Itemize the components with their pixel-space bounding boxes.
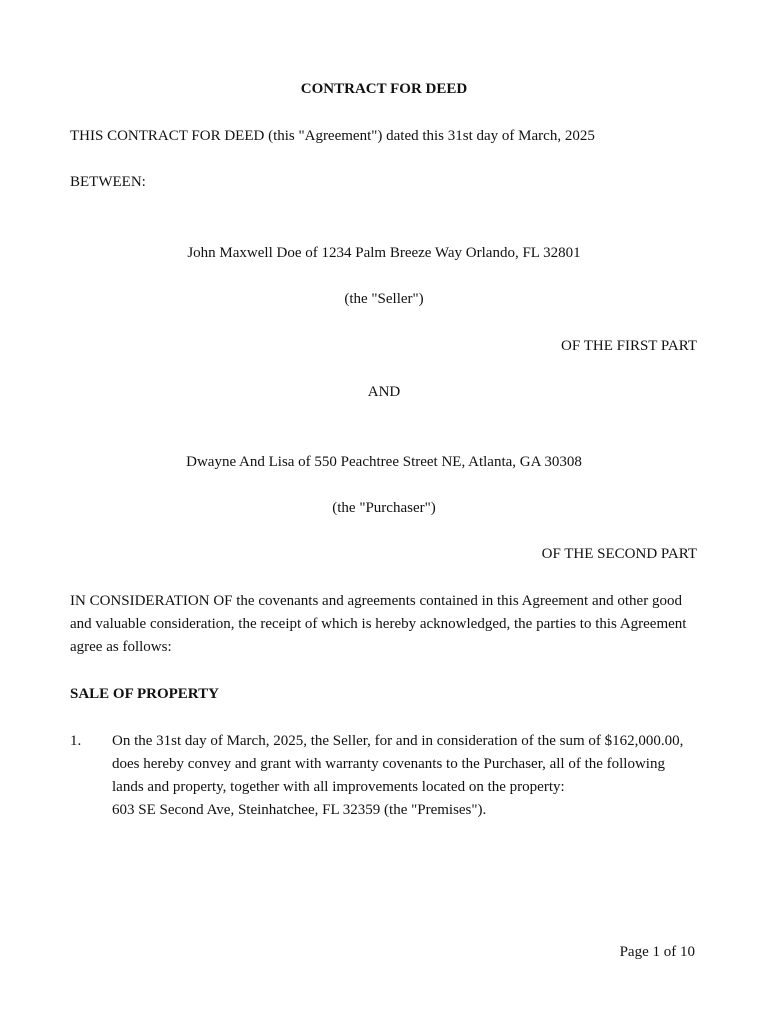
- first-part-label: OF THE FIRST PART: [561, 338, 697, 354]
- purchaser-role: (the "Purchaser"): [332, 500, 436, 516]
- section-heading: SALE OF PROPERTY: [70, 686, 219, 702]
- between-label: BETWEEN:: [70, 174, 146, 190]
- clause-line: lands and property, together with all improvements located on the property:: [112, 779, 565, 795]
- purchaser-name-address: Dwayne And Lisa of 550 Peachtree Street NE, Atlanta, GA 30308: [186, 454, 582, 470]
- and-label: AND: [367, 384, 401, 400]
- clause-line: 603 SE Second Ave, Steinhatchee, FL 32359 (the "Premises").: [112, 802, 487, 818]
- clause-line: does hereby convey and grant with warranty covenants to the Purchaser, all of the following: [112, 756, 665, 772]
- intro-line: THIS CONTRACT FOR DEED (this "Agreement") dated this 31st day of March, 2025: [70, 128, 595, 144]
- document-title: CONTRACT FOR DEED: [300, 81, 468, 97]
- second-part-label: OF THE SECOND PART: [541, 546, 697, 562]
- clause-body: [112, 730, 702, 822]
- consideration-line: and valuable consideration, the receipt of which is hereby acknowledged, the parties to this Agreement: [70, 616, 687, 632]
- consideration-paragraph: [70, 590, 700, 659]
- seller-role: (the "Seller"): [344, 291, 424, 307]
- consideration-line: IN CONSIDERATION OF the covenants and agreements contained in this Agreement and other good: [70, 593, 682, 609]
- page-number: Page 1 of 10: [619, 944, 695, 960]
- clause-line: On the 31st day of March, 2025, the Seller, for and in consideration of the sum of $162,000.00,: [112, 733, 684, 749]
- seller-name-address: John Maxwell Doe of 1234 Palm Breeze Way Orlando, FL 32801: [187, 245, 581, 261]
- clause-number: 1.: [70, 733, 82, 749]
- consideration-line: agree as follows:: [70, 639, 172, 655]
